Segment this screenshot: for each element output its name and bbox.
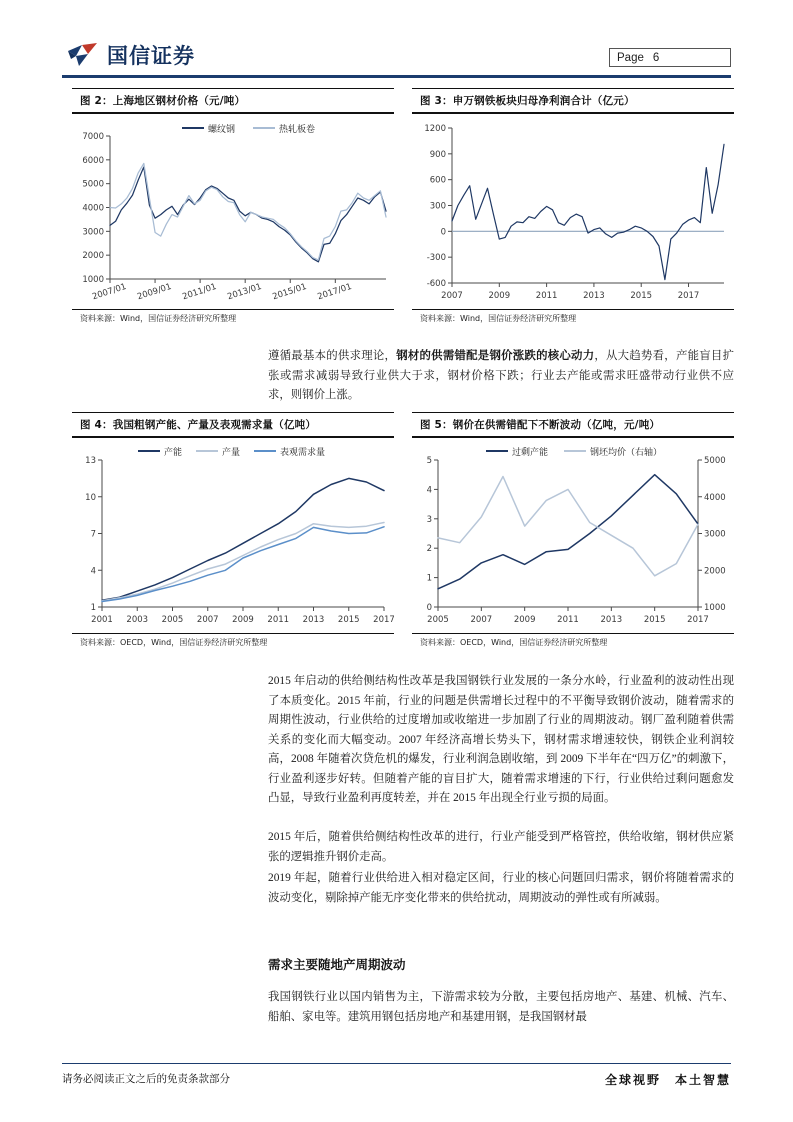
svg-text:3000: 3000 <box>704 529 726 540</box>
svg-text:1: 1 <box>426 573 432 584</box>
figure-3 <box>412 88 734 336</box>
guosen-diamond-logo-icon <box>66 42 100 68</box>
brand-name: 国信证券 <box>107 44 195 68</box>
legend-swatch-billet-price <box>564 450 586 452</box>
legend-label-billet-price: 钢坯均价（右轴） <box>590 447 663 458</box>
svg-text:2000: 2000 <box>704 565 726 576</box>
svg-text:3: 3 <box>426 514 432 525</box>
svg-text:5: 5 <box>426 455 432 466</box>
page-number-box <box>609 48 731 67</box>
figure-5-title: 图 5：钢价在供需错配下不断波动（亿吨，元/吨） <box>420 419 661 432</box>
svg-text:2: 2 <box>426 543 432 554</box>
svg-text:1000: 1000 <box>704 602 726 613</box>
para1-part3: ，从大趋势看，产能盲目扩张或需求减弱导致行业供大于求，钢材价格下跌；行业去产能或需求旺盛带动行业供不应求，则钢价上涨。 <box>268 350 734 401</box>
svg-text:2009: 2009 <box>513 614 536 625</box>
paragraph-supply-demand <box>268 347 734 406</box>
figure-5 <box>412 412 734 660</box>
page-label: Page <box>617 52 644 64</box>
figure-2-title: 图 2：上海地区钢材价格（元/吨） <box>80 95 246 108</box>
page-number: 6 <box>652 52 660 64</box>
svg-text:2011: 2011 <box>267 614 290 625</box>
svg-text:0: 0 <box>426 602 432 613</box>
svg-text:900: 900 <box>429 149 446 160</box>
svg-text:4: 4 <box>426 484 432 495</box>
figure-2-svg <box>72 114 394 309</box>
svg-text:2013/01: 2013/01 <box>226 281 263 302</box>
figure-5-source: 资料来源：OECD，Wind，国信证券经济研究所整理 <box>420 637 608 647</box>
svg-text:4000: 4000 <box>704 492 726 503</box>
legend-label-output: 产量 <box>222 447 241 458</box>
svg-text:2013: 2013 <box>302 614 325 625</box>
svg-text:2001: 2001 <box>91 614 113 625</box>
svg-text:5000: 5000 <box>704 455 726 466</box>
legend-item-capacity <box>138 445 182 458</box>
svg-text:7000: 7000 <box>82 131 104 142</box>
svg-text:6000: 6000 <box>82 155 104 166</box>
brand-logo <box>66 40 195 70</box>
figure-2-legend <box>182 122 315 135</box>
svg-text:2011/01: 2011/01 <box>181 281 218 302</box>
figure-3-source: 资料来源：Wind，国信证券经济研究所整理 <box>420 313 577 323</box>
paragraph-2019-outlook: 2019 年起，随着行业供给进入相对稳定区间，行业的核心问题回归需求，钢价将随着需求的波动变化，剔除掉产能无序变化带来的供给扰动，周期波动的弹性或有所减弱。 <box>268 872 734 904</box>
svg-text:2011: 2011 <box>557 614 579 625</box>
paragraph-reform-history: 2015 年启动的供给侧结构性改革是我国钢铁行业发展的一条分水岭，行业盈利的波动性出现了本质变化。2015 年前，行业的问题是供需增长过程中的不平衡导致钢价波动，随着需求的周期性波动，行业供给的过度增加或收缩进一步加剧了行业的周期波动。钢厂盈利随着供需关系的变化而大幅变动。2007 年经济高增长势头下，钢材需求增速较快，钢铁企业利润较高，2008 年随着次贷危机的爆发，行业利润急剧收缩，到 2009 下半年在“四万亿”的刺激下，行业盈利逐步好转。但随着产能的盲目扩大，随着需求增速的下行，行业供给过剩问题愈发凸显，导致行业盈利再度转差，并在 2015 年出现全行业亏损的局面。 <box>268 675 734 804</box>
svg-text:2007: 2007 <box>441 290 463 301</box>
figure-2 <box>72 88 394 336</box>
legend-swatch-rebar <box>182 127 204 129</box>
legend-item-billet-price <box>564 445 662 458</box>
figure-2-chart-area <box>72 114 394 309</box>
svg-text:0: 0 <box>440 226 446 237</box>
paragraph-post-2015: 2015 年后，随着供给侧结构性改革的进行，行业产能受到严格管控，供给收缩，钢材供应紧张的逻辑推升钢价走高。 <box>268 831 734 863</box>
legend-swatch-hrc <box>253 127 275 129</box>
paragraph-demand-structure: 我国钢铁行业以国内销售为主，下游需求较为分散，主要包括房地产、基建、机械、汽车、船舶、家电等。建筑用钢包括房地产和基建用钢，是我国钢材最 <box>268 991 734 1023</box>
figure-4-title: 图 4：我国粗钢产能、产量及表观需求量（亿吨） <box>80 419 317 432</box>
svg-text:2015/01: 2015/01 <box>271 281 308 302</box>
legend-label-capacity: 产能 <box>164 447 183 458</box>
svg-text:2011: 2011 <box>535 290 558 301</box>
svg-text:2013: 2013 <box>583 290 605 301</box>
footer-divider <box>62 1063 731 1064</box>
svg-text:2007: 2007 <box>470 614 493 625</box>
svg-text:2009: 2009 <box>232 614 254 625</box>
figure-4-chart-area <box>72 438 394 633</box>
figure-5-legend <box>486 445 662 458</box>
figure-4-source: 资料来源：OECD，Wind，国信证券经济研究所整理 <box>80 637 268 647</box>
svg-text:2009: 2009 <box>488 290 511 301</box>
para1-emphasis: 钢材的供需错配是钢价涨跌的核心动力 <box>396 350 595 362</box>
svg-text:2015: 2015 <box>643 614 666 625</box>
footer-slogan: 全球视野 本土智慧 <box>604 1073 731 1087</box>
footer-disclaimer: 请务必阅读正文之后的免责条款部分 <box>62 1073 230 1085</box>
legend-label-rebar: 螺纹钢 <box>208 124 236 135</box>
legend-swatch-demand <box>254 450 276 452</box>
legend-swatch-excess-capacity <box>486 450 508 452</box>
svg-text:2017/01: 2017/01 <box>316 281 354 302</box>
legend-label-excess-capacity: 过剩产能 <box>512 447 549 458</box>
svg-text:4: 4 <box>90 565 96 576</box>
figure-5-chart-area <box>412 438 734 633</box>
svg-text:3000: 3000 <box>82 226 104 237</box>
svg-text:4000: 4000 <box>82 203 104 214</box>
figure-3-svg <box>412 114 734 309</box>
svg-text:2005: 2005 <box>427 614 449 625</box>
svg-text:300: 300 <box>429 201 446 212</box>
legend-item-rebar <box>182 122 235 135</box>
legend-label-demand: 表观需求量 <box>280 447 326 458</box>
svg-text:2007/01: 2007/01 <box>91 281 128 302</box>
legend-item-hrc <box>253 122 315 135</box>
para1-part1: 遵循最基本的供求理论， <box>268 350 397 362</box>
legend-item-excess-capacity <box>486 445 548 458</box>
svg-text:13: 13 <box>85 455 96 466</box>
svg-text:-600: -600 <box>426 278 446 289</box>
figure-2-source: 资料来源：Wind，国信证券经济研究所整理 <box>80 313 237 323</box>
legend-item-output <box>196 445 240 458</box>
page-header <box>0 38 793 84</box>
figure-5-svg <box>412 438 734 633</box>
svg-text:2013: 2013 <box>600 614 623 625</box>
figure-4-svg <box>72 438 394 633</box>
svg-text:2009/01: 2009/01 <box>136 281 173 302</box>
svg-text:2017: 2017 <box>373 614 394 625</box>
svg-text:-300: -300 <box>426 252 446 263</box>
legend-swatch-capacity <box>138 450 160 452</box>
legend-label-hrc: 热轧板卷 <box>279 124 316 135</box>
svg-text:2000: 2000 <box>82 250 104 261</box>
svg-text:2015: 2015 <box>630 290 653 301</box>
svg-text:2017: 2017 <box>677 290 700 301</box>
svg-text:600: 600 <box>429 175 446 186</box>
svg-text:1200: 1200 <box>424 123 446 134</box>
svg-text:2017: 2017 <box>687 614 709 625</box>
figure-3-chart-area <box>412 114 734 309</box>
svg-text:2015: 2015 <box>337 614 360 625</box>
svg-text:2007: 2007 <box>196 614 219 625</box>
figure-4 <box>72 412 394 660</box>
svg-text:1000: 1000 <box>82 274 104 285</box>
header-divider <box>62 75 731 78</box>
svg-text:10: 10 <box>85 492 96 503</box>
legend-swatch-output <box>196 450 218 452</box>
section-heading-demand: 需求主要随地产周期波动 <box>268 957 406 972</box>
svg-text:5000: 5000 <box>82 179 104 190</box>
legend-item-demand <box>254 445 325 458</box>
svg-text:2005: 2005 <box>161 614 184 625</box>
figure-3-title: 图 3：申万钢铁板块归母净利润合计（亿元） <box>420 95 635 108</box>
svg-text:1: 1 <box>90 602 96 613</box>
svg-text:2003: 2003 <box>126 614 149 625</box>
svg-text:7: 7 <box>90 529 96 540</box>
figure-4-legend <box>138 445 325 458</box>
